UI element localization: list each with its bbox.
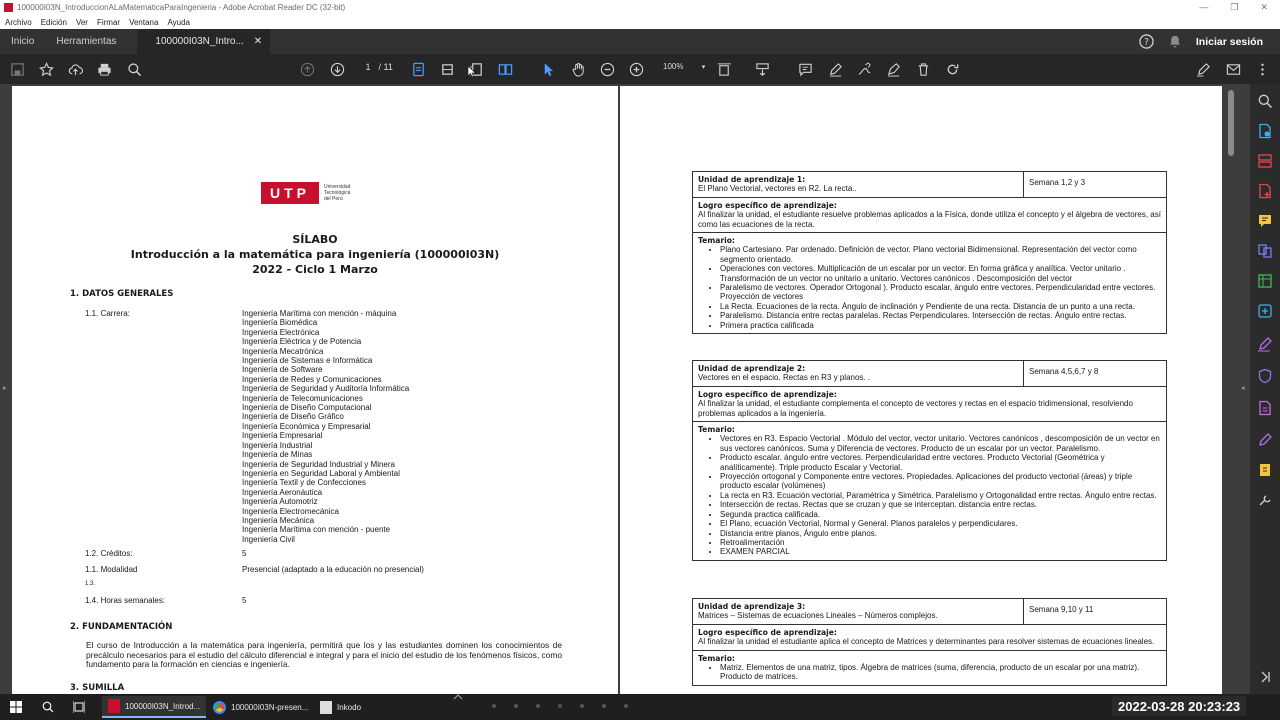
compress-pdf-icon[interactable] [1257, 303, 1273, 319]
fill-sign-tool-icon[interactable] [1257, 336, 1273, 352]
zoom-value: 100% [663, 62, 684, 71]
list-item: • La recta en R3. Ecuación vectorial, Paramétrica y Simétrica. Paralelismo y Ortogonalidad entre rectas. Ángulo entre rectas. [720, 491, 1161, 500]
horas-value: 5 [242, 596, 247, 605]
list-item: • Producto escalar. ángulo entre vectores. Perpendicularidad entre vectores. Producto Vectorial (Geométrica y analíticamente). Triple producto Escalar y Vectorial. [720, 453, 1161, 472]
more-tools-icon[interactable] [1257, 492, 1273, 508]
windows-start-icon[interactable] [10, 701, 22, 713]
list-item: • Primera practica calificada [720, 321, 1161, 330]
unit-1-temario-list [720, 245, 1161, 330]
svg-text:?: ? [1143, 36, 1149, 48]
creditos-value: 5 [242, 549, 247, 558]
stamp-icon[interactable] [885, 61, 901, 77]
chevron-down-icon: ▾ [701, 64, 706, 71]
creditos-label: 1.2. Créditos: [85, 549, 133, 558]
pdf-page-2 [620, 86, 1222, 694]
menu-bar [0, 15, 1280, 29]
list-item: • Intersección de rectas. Rectas que se cruzan y que se interceptan. distancia entre rectas. [720, 500, 1161, 509]
previous-page-icon[interactable] [299, 61, 315, 77]
list-item: • Vectores en R3. Espacio Vectorial . Módulo del vector, vector unitario. Vectores canónicos , descomposición de un vector en sus vectores canónicos. Suma y Diferencia de vectores. Producto de un escalar por un vector. Paralelismo. [720, 434, 1161, 453]
unit-3-temario-list [720, 663, 1161, 682]
zoom-in-icon[interactable] [628, 61, 644, 77]
list-item: • Distancia entre planos, Ángulo entre planos. [720, 529, 1161, 538]
trash-icon[interactable] [915, 61, 931, 77]
hand-tool-icon[interactable] [570, 61, 586, 77]
comment-tool-icon[interactable] [1257, 213, 1273, 229]
window-title: 100000I03N_IntroduccionALaMatematicaParaIngenieria - Adobe Acrobat Reader DC (32-bit) [17, 3, 346, 12]
section-sumilla: 3. SUMILLA [70, 683, 125, 693]
list-item: • La Recta. Ecuaciones de la recta. Ángulo de inclinación y Pendiente de una recta. Distancia de un punto a una recta. [720, 302, 1161, 311]
section-fundamentacion: 2. FUNDAMENTACIÓN [70, 622, 173, 632]
unit-2-name: Vectores en el espacio. Rectas en R3 y planos. . [698, 373, 871, 383]
upload-cloud-icon[interactable] [67, 61, 83, 77]
edit-pdf-icon[interactable] [1257, 400, 1273, 416]
fundamentacion-text: El curso de Introducción a la matemática para ingeniería, permitirá que los y las estudiantes dominen los conocimientos de precálculo necesarios para el estudio del cálculo diferencial e integral y para el inicio del estudio de los fenómenos físicos, como fundamento para la formación en ciencias e ingeniería. [86, 640, 562, 669]
list-item: • Retroalimentación [720, 538, 1161, 547]
print-icon[interactable] [96, 61, 112, 77]
scrollbar-thumb[interactable] [1228, 90, 1234, 156]
highlight-pen-icon[interactable] [827, 61, 843, 77]
zoom-select[interactable] [663, 62, 705, 71]
zoom-out-icon[interactable] [599, 61, 615, 77]
unit-3-weeks: Semana 9,10 y 11 [1029, 605, 1094, 614]
select-cursor-icon[interactable] [540, 61, 556, 77]
list-item: • Proyección ortogonal y Componente entre vectores. Propiedades. Aplicaciones del producto vectorial (áreas) y triple producto escalar (volúmenes) [720, 472, 1161, 491]
unit-2-logro-title: Logro específico de aprendizaje: [698, 389, 837, 399]
page-total: / 11 [378, 62, 393, 72]
unit-1-table [692, 171, 1167, 334]
unit-2-title: Unidad de aprendizaje 2: [698, 364, 806, 373]
comment-icon[interactable] [797, 61, 813, 77]
fill-sign-icon[interactable] [1195, 61, 1211, 77]
unit-1-weeks: Semana 1,2 y 3 [1029, 178, 1086, 187]
chrome-icon [213, 701, 226, 714]
tray-dots [492, 704, 628, 708]
expand-pane-icon[interactable] [1257, 669, 1273, 685]
windows-taskbar [0, 694, 1280, 720]
export-pdf-icon[interactable] [1257, 123, 1273, 139]
list-item: • El Plano, ecuación Vectorial, Normal y General. Planos paralelos y perpendiculares. [720, 519, 1161, 528]
menu-archivo[interactable]: Archivo [5, 17, 32, 27]
page-indicator [360, 62, 393, 72]
send-review-icon[interactable] [1257, 462, 1273, 478]
unit-1-logro: Al finalizar la unidad, el estudiante resuelve problemas aplicados a la Física, donde utiliza el concepto y el álgebra de vectores, así como las ecuaciones de la recta. [698, 210, 1161, 229]
maximize-icon[interactable]: ❐ [1230, 2, 1239, 12]
taskbar-item-acrobat[interactable] [102, 696, 206, 718]
unit-3-title: Unidad de aprendizaje 3: [698, 602, 806, 611]
utp-logo [261, 182, 350, 204]
keyboard-tool-icon[interactable] [754, 61, 770, 77]
bell-icon[interactable] [1168, 34, 1182, 49]
taskbar-item-label: 100000I03N_Introd... [125, 701, 201, 711]
menu-ver[interactable]: Ver [75, 17, 88, 27]
close-tab-icon[interactable]: ✕ [253, 36, 263, 47]
star-icon[interactable] [38, 61, 54, 77]
list-item: • EXAMEN PARCIAL [720, 547, 1161, 556]
unit-3-name: Matrices – Sistemas de ecuaciones Lineales – Números complejos. [698, 611, 938, 621]
right-collapse-arrow[interactable]: ◂ [1241, 385, 1245, 392]
mouse-cursor-icon [468, 66, 476, 78]
close-window-icon[interactable]: ✕ [1260, 2, 1268, 12]
carrera-label: 1.1. Carrera: [85, 309, 130, 318]
mail-icon[interactable] [1225, 61, 1241, 77]
two-page-icon[interactable] [497, 61, 513, 77]
tab-document[interactable] [137, 29, 270, 54]
unit-1-logro-title: Logro específico de aprendizaje: [698, 200, 837, 210]
system-clock[interactable]: 2022-03-28 20:23:23 [1112, 696, 1246, 716]
unit-3-temario-title: Temario: [698, 653, 735, 663]
unit-2-weeks: Semana 4,5,6,7 y 8 [1029, 367, 1099, 376]
search-taskbar-icon[interactable] [42, 701, 54, 713]
zoom-search-icon[interactable] [1257, 93, 1273, 109]
taskbar-item-label: Inkodo [337, 702, 362, 712]
page-number-input[interactable]: 1 [365, 62, 371, 72]
pdf-page-1 [12, 86, 618, 694]
acrobat-taskbar-icon [108, 699, 120, 713]
unit-3-logro-title: Logro específico de aprendizaje: [698, 627, 837, 637]
unit-1-temario-title: Temario: [698, 236, 735, 246]
draw-icon[interactable] [856, 61, 872, 77]
blank-item-label: 1.3. [85, 581, 96, 587]
acrobat-app-icon [4, 3, 13, 12]
unit-2-logro: Al finalizar la unidad, el estudiante complementa el concepto de vectores y rectas en el espacio tridimensional, resolviendo problemas aplicados a la ingeniería. [698, 399, 1133, 418]
task-view-icon[interactable] [73, 701, 85, 713]
taskbar-item-chrome[interactable] [207, 696, 314, 718]
fit-page-icon[interactable] [716, 61, 732, 77]
menu-firmar[interactable]: Firmar [96, 17, 121, 27]
tools-pane [1241, 84, 1280, 694]
modalidad-label: 1.1. Modalidad [85, 565, 138, 574]
protect-shield-icon[interactable] [1257, 368, 1273, 384]
list-item: • Matriz. Elementos de una matriz, tipos. Álgebra de matrices (suma, diferencia, producto de un escalar por una matriz). Producto de matrices. [720, 663, 1161, 682]
course-term: 2022 - Ciclo 1 Marzo [252, 263, 378, 276]
list-item: • Paralelismo. Distancia entre rectas paralelas. Rectas Perpendiculares. Intersección de rectas. Ángulo entre rectas. [720, 311, 1161, 320]
unit-1-name: El Plano Vectorial, vectores en R2. La recta.. [698, 184, 857, 194]
list-item: • Segunda practica calificada. [720, 510, 1161, 519]
tab-document-label: 100000I03N_Intro... [155, 36, 244, 47]
chevron-up-icon[interactable] [453, 694, 463, 700]
menu-ventana[interactable]: Ventana [129, 17, 159, 27]
document-viewer[interactable] [0, 84, 1250, 694]
list-item: • Operaciones con vectores. Multiplicación de un escalar por un vector. En forma gráfica y analítica. Vector unitario . Transformación de un vector no unitario a unitario. Vectores canónicos . Descomposición del vector [720, 264, 1161, 283]
syllabus-heading: SÍLABO [292, 233, 338, 246]
excel-export-icon[interactable] [1257, 273, 1273, 289]
create-pdf-icon[interactable] [1257, 183, 1273, 199]
unit-3-table [692, 598, 1167, 686]
modalidad-value: Presencial (adaptado a la educación no presencial) [242, 565, 424, 574]
combine-files-icon[interactable] [1257, 243, 1273, 259]
help-icon[interactable] [1139, 34, 1154, 49]
menu-edicion[interactable]: Edición [40, 17, 67, 27]
utp-logo-text: Universidad Tecnológica del Perú [324, 184, 351, 202]
course-title: Introducción a la matemática para ingeniería (100000I03N) [130, 248, 500, 261]
sign-in-button[interactable]: Iniciar sesión [1195, 35, 1263, 48]
next-page-icon[interactable] [329, 61, 345, 77]
section-datos-generales: 1. DATOS GENERALES [70, 289, 174, 299]
inkodo-icon [320, 701, 332, 714]
scroll-mode-icon[interactable] [410, 61, 426, 77]
vertical-scrollbar[interactable] [1226, 86, 1236, 692]
sign-tool-icon[interactable] [1257, 432, 1273, 448]
print-mode-icon[interactable] [439, 61, 455, 77]
redo-icon[interactable] [944, 61, 960, 77]
tab-herramientas[interactable]: Herramientas [56, 36, 117, 47]
career-list: Ingeniería Marítima con mención - máquina Ingeniería Biomédica Ingeniería Electrónica Ingeniería Eléctrica y de Potencia Ingeniería Mecatrónica Ingeniería de Sistemas e Informática Ingeniería de Software Ingeniería de Redes y Comunicaciones Ingeniería de Seguridad y Auditoría Informática Ingeniería de Telecomunicaciones Ingeniería de Diseño Computacional Ingeniería de Diseño Gráfico Ingeniería Económica y Empresarial Ingeniería Empresarial Ingeniería Industrial Ingeniería de Minas Ingeniería de Seguridad Industrial y Minera Ingeniería en Seguridad Laboral y Ambiental Ingeniería Textil y de Confecciones Ingeniería Aeronáutica Ingeniería Automotriz Ingeniería Electromecánica Ingeniería Mecánica Ingeniería Marítima con mención - puente Ingeniería Civil [242, 309, 410, 544]
unit-3-logro: Al finalizar la unidad el estudiante aplica el concepto de Matrices y determinantes para resolver sistemas de ecuaciones lineales. [698, 637, 1155, 647]
taskbar-item-label: 100000I03N-presen... [231, 702, 309, 712]
save-icon[interactable] [9, 61, 25, 77]
search-icon[interactable] [126, 61, 142, 77]
tab-bar [0, 29, 1280, 54]
left-collapse-arrow[interactable]: ▸ [3, 385, 7, 392]
window-titlebar [0, 0, 1280, 15]
organize-pages-icon[interactable] [1257, 153, 1273, 169]
utp-logo-mark: UTP [261, 182, 319, 204]
main-toolbar [0, 54, 1280, 84]
minimize-icon[interactable]: — [1199, 2, 1209, 12]
taskbar-item-inkodo[interactable] [314, 696, 367, 718]
menu-ayuda[interactable]: Ayuda [167, 17, 190, 27]
unit-2-temario-title: Temario: [698, 425, 735, 435]
more-icon[interactable] [1254, 61, 1270, 77]
list-item: • Paralelismo de vectores. Operador Ortogonal ). Producto escalar, ángulo entre vectores. Perpendicularidad entre vectores. Proyección de vectores [720, 283, 1161, 302]
tab-inicio[interactable]: Inicio [11, 36, 35, 47]
horas-label: 1.4. Horas semanales: [85, 596, 166, 605]
unit-2-temario-list [720, 434, 1161, 556]
unit-1-title: Unidad de aprendizaje 1: [698, 175, 806, 184]
unit-2-table [692, 360, 1167, 561]
list-item: • Plano Cartesiano. Par ordenado. Definición de vector. Plano vectorial Bidimensional. Representación del vector como segmento orientado. [720, 245, 1161, 264]
